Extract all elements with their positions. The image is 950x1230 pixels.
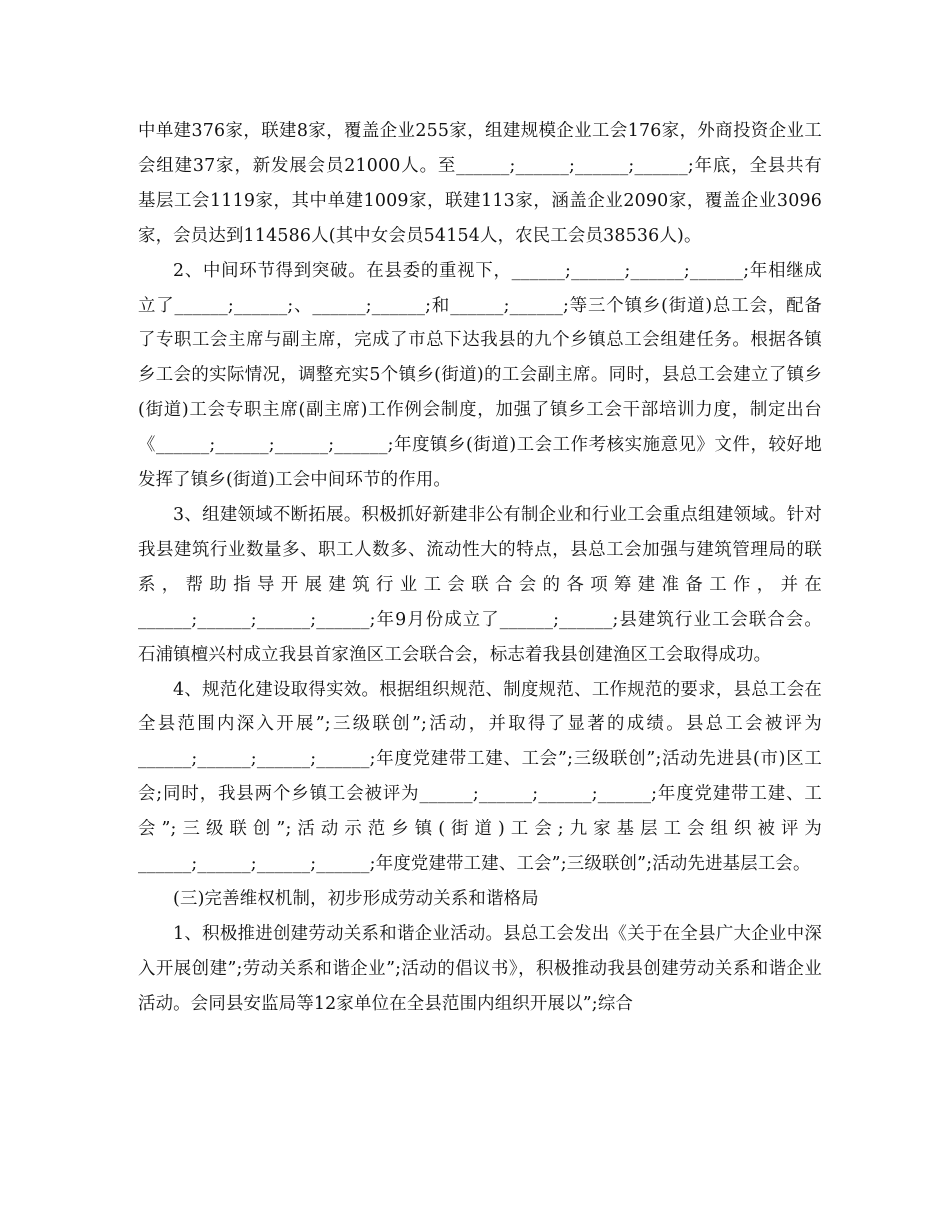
section-heading-rights: (三)完善维权机制，初步形成劳动关系和谐格局 [173, 888, 539, 909]
paragraph-membership-stats: 中单建376家，联建8家，覆盖企业255家，组建规模企业工会176家，外商投资企业工会组建37家，新发展会员21000人。至______;______;______;______;年底，全县共有基层工会1119家，其中单建1009家，联建113家，涵盖企业2090家，覆盖企业3096家，会员达到114586人(其中女会员54154人，农民工会员38536人)。 [138, 121, 822, 246]
paragraph-field-expansion: 3、组建领域不断拓展。积极抓好新建非公有制企业和行业工会重点组建领域。针对我县建筑行业数量多、职工人数多、流动性大的特点，县总工会加强与建筑管理局的联系，帮助指导开展建筑行业工会联合会的各项筹建准备工作，并在______;______;______;______;年9月份成立了______;______;县建筑行业工会联合会。石浦镇檀兴村成立我县首家渔区工会联合会，标志着我县创建渔区工会取得成功。 [138, 504, 822, 665]
paragraph-standardization: 4、规范化建设取得实效。根据组织规范、制度规范、工作规范的要求，县总工会在全县范围内深入开展”;三级联创”;活动，并取得了显著的成绩。县总工会被评为______;______;______;______;年度党建带工建、工会”;三级联创”;活动先进县(市)区工会;同时，我县两个乡镇工会被评为______;______;______;______;年度党建带工建、工会”;三级联创”;活动示范乡镇(街道)工会;九家基层工会组织被评为______;______;______;______;年度党建带工建、工会”;三级联创”;活动先进基层工会。 [138, 679, 822, 875]
paragraph-harmonious-enterprise: 1、积极推进创建劳动关系和谐企业活动。县总工会发出《关于在全县广大企业中深入开展创建”;劳动关系和谐企业”;活动的倡议书》，积极推动我县创建劳动关系和谐企业活动。会同县安监局等12家单位在全县范围内组织开展以”;综合 [138, 923, 822, 1014]
paragraph-middle-link: 2、中间环节得到突破。在县委的重视下，______;______;______;______;年相继成立了______;______;、______;______;和______;______;等三个镇乡(街道)总工会，配备了专职工会主席与副主席，完成了市总下达我县的九个乡镇总工会组建任务。根据各镇乡工会的实际情况，调整充实5个镇乡(街道)的工会副主席。同时，县总工会建立了镇乡(街道)工会专职主席(副主席)工作例会制度，加强了镇乡工会干部培训力度，制定出台《______;______;______;______;年度镇乡(街道)工会工作考核实施意见》文件，较好地发挥了镇乡(街道)工会中间环节的作用。 [138, 260, 822, 491]
document-body [138, 114, 822, 1022]
